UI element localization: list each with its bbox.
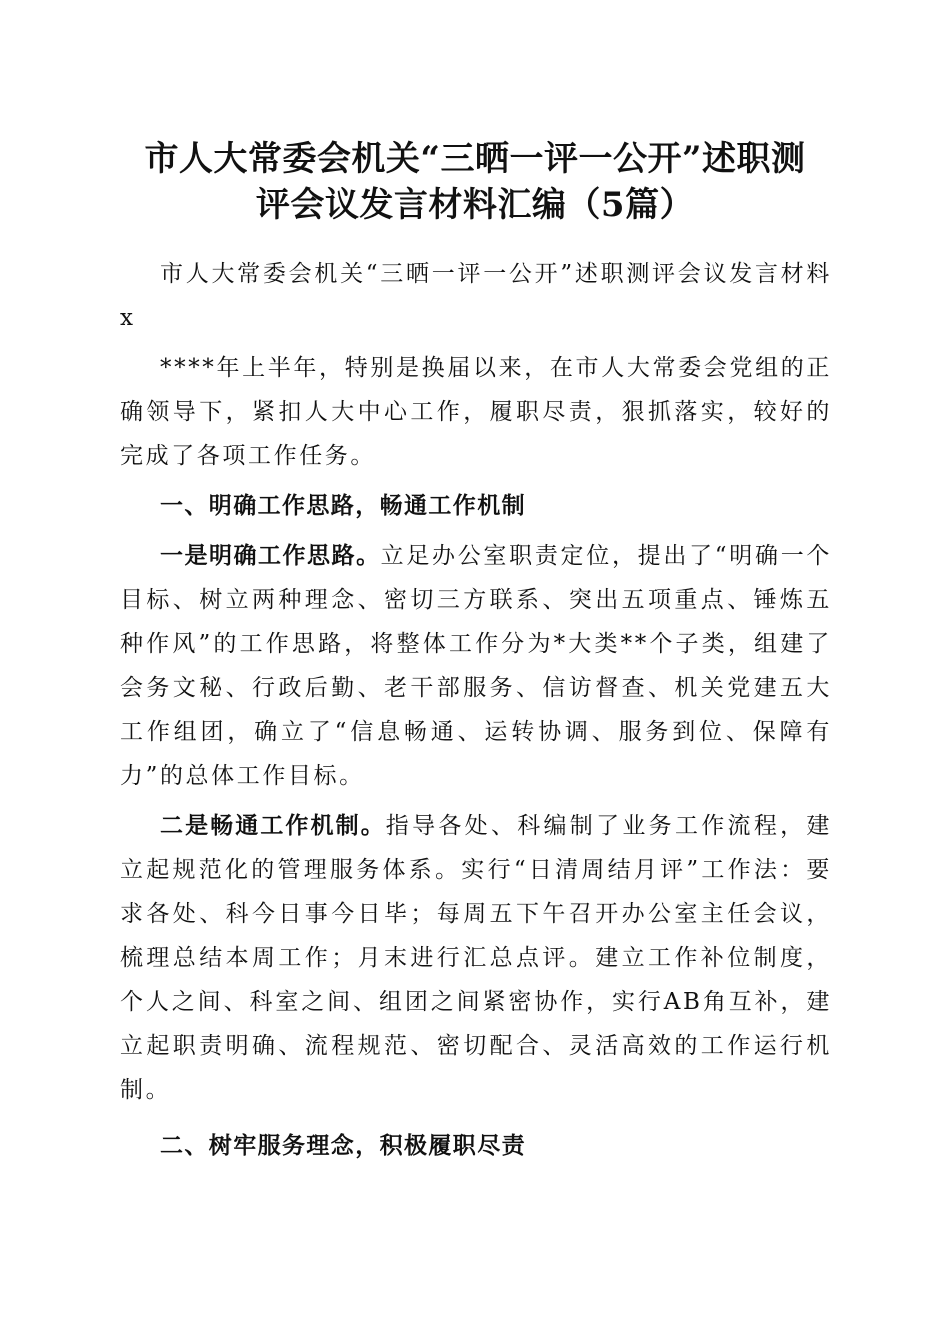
paragraph-lead: 一是明确工作思路。 xyxy=(160,543,381,569)
paragraph-body: 立足办公室职责定位，提出了“明确一个目标、树立两种理念、密切三方联系、突出五项重点、锤炼五种作风”的工作思路，将整体工作分为*大类**个子类，组建了会务文秘、行政后勤、老干部服务、信访督查、机关党建五大工作组团，确立了“信息畅通、运转协调、服务到位、保障有力”的总体工作目标。 xyxy=(120,543,833,789)
subtitle-paragraph: 市人大常委会机关“三晒一评一公开”述职测评会议发言材料x xyxy=(120,261,832,331)
section-1-paragraph-2 xyxy=(120,804,832,1112)
title-line-2: 评会议发言材料汇编（5篇） xyxy=(255,185,695,225)
title-line-1: 市人大常委会机关“三晒一评一公开”述职测 xyxy=(144,139,806,179)
intro-paragraph: ****年上半年，特别是换届以来，在市人大常委会党组的正确领导下，紧扣人大中心工作，履职尽责，狠抓落实，较好的完成了各项工作任务。 xyxy=(120,355,832,469)
section-1-paragraph-1 xyxy=(120,534,832,798)
section-1-heading: 一、明确工作思路，畅通工作机制 xyxy=(160,493,526,519)
document-title xyxy=(110,136,840,228)
document-body xyxy=(120,252,832,1168)
paragraph-body: 指导各处、科编制了业务工作流程，建立起规范化的管理服务体系。实行“日清周结月评”工作法：要求各处、科今日事今日毕；每周五下午召开办公室主任会议，梳理总结本周工作；月末进行汇总点评。建立工作补位制度，个人之间、科室之间、组团之间紧密协作，实行AB角互补，建立起职责明确、流程规范、密切配合、灵活高效的工作运行机制。 xyxy=(120,813,832,1103)
section-2-heading: 二、树牢服务理念，积极履职尽责 xyxy=(160,1133,526,1159)
paragraph-lead: 二是畅通工作机制。 xyxy=(160,813,386,839)
